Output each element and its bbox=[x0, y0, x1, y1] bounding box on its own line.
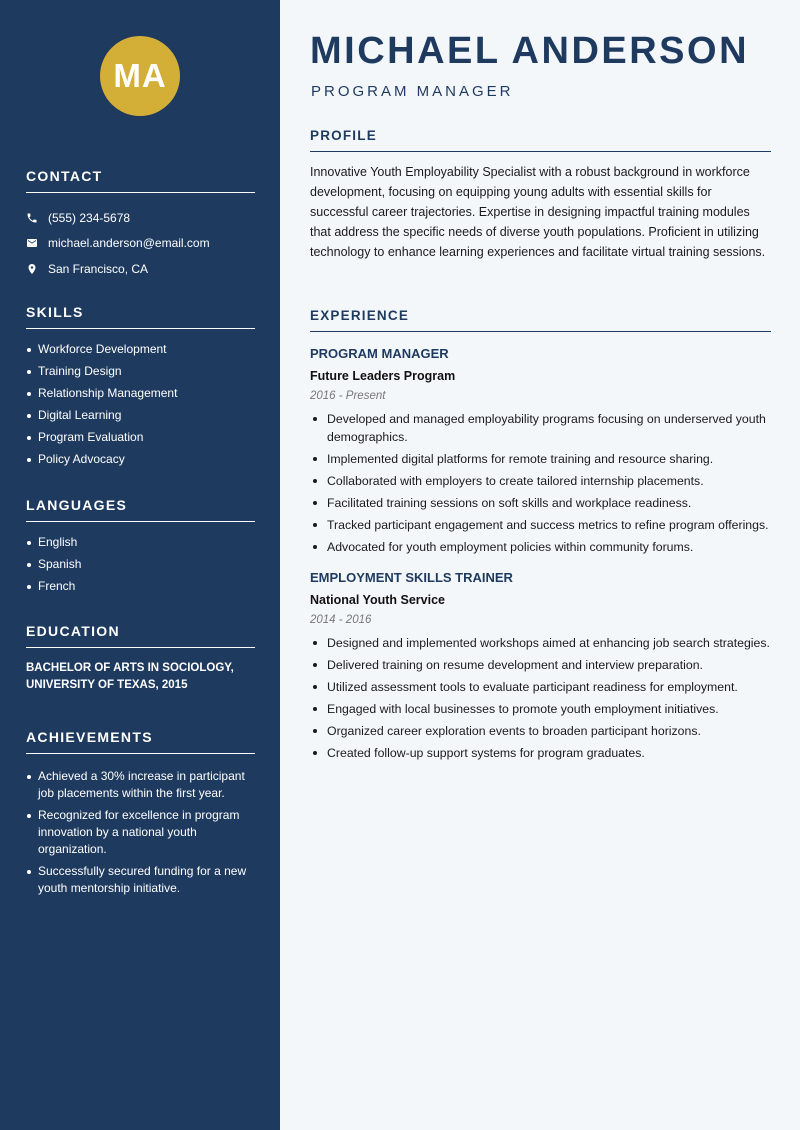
skill-item: Digital Learning bbox=[26, 407, 255, 424]
skill-item: Policy Advocacy bbox=[26, 451, 255, 468]
profile-text: Innovative Youth Employability Specialist with a robust background in workforce development, focusing on equipping young adults with essential skills for successful career trajectories. Expertise in designing impactful training modules that address the specific needs of diverse youth populations. Proficient in utilizing technology to enhance learning experiences and facilitate virtual training sessions. bbox=[310, 165, 766, 259]
job-entry bbox=[310, 570, 771, 762]
job-bullet: Collaborated with employers to create tailored internship placements. bbox=[310, 472, 771, 490]
contact-email bbox=[26, 231, 255, 257]
profile-heading: PROFILE bbox=[310, 128, 771, 152]
languages-section bbox=[26, 497, 255, 600]
job-bullets bbox=[310, 410, 771, 556]
skill-item: Training Design bbox=[26, 363, 255, 380]
experience-heading: EXPERIENCE bbox=[310, 308, 771, 332]
achievements-heading: ACHIEVEMENTS bbox=[26, 729, 255, 754]
skills-list bbox=[26, 341, 255, 468]
location-text: San Francisco, CA bbox=[48, 261, 149, 276]
phone-icon bbox=[26, 212, 48, 224]
language-item: French bbox=[26, 578, 255, 595]
job-dates: 2014 - 2016 bbox=[310, 614, 372, 626]
job-bullet: Organized career exploration events to broaden participant horizons. bbox=[310, 722, 771, 740]
job-dates: 2016 - Present bbox=[310, 390, 386, 402]
skill-item: Program Evaluation bbox=[26, 429, 255, 446]
candidate-name: MICHAEL ANDERSON bbox=[310, 30, 750, 72]
job-bullet: Developed and managed employability programs focusing on underserved youth demographics. bbox=[310, 410, 771, 446]
contact-heading: CONTACT bbox=[26, 168, 255, 193]
job-bullet: Advocated for youth employment policies within community forums. bbox=[310, 538, 771, 556]
contact-section bbox=[26, 168, 255, 282]
education-heading: EDUCATION bbox=[26, 623, 255, 648]
language-item: Spanish bbox=[26, 556, 255, 573]
skill-item: Relationship Management bbox=[26, 385, 255, 402]
job-bullet: Delivered training on resume development and interview preparation. bbox=[310, 656, 771, 674]
skills-heading: SKILLS bbox=[26, 304, 255, 329]
achievements-section bbox=[26, 729, 255, 902]
skills-section bbox=[26, 304, 255, 473]
job-organization: Future Leaders Program bbox=[310, 369, 456, 383]
job-bullet: Implemented digital platforms for remote training and resource sharing. bbox=[310, 450, 771, 468]
languages-heading: LANGUAGES bbox=[26, 497, 255, 522]
job-title: EMPLOYMENT SKILLS TRAINER bbox=[310, 570, 513, 585]
experience-section bbox=[310, 308, 771, 766]
job-bullet: Tracked participant engagement and success metrics to refine program offerings. bbox=[310, 516, 771, 534]
achievement-item: Achieved a 30% increase in participant job placements within the first year. bbox=[26, 768, 255, 802]
email-icon bbox=[26, 237, 48, 249]
skill-item: Workforce Development bbox=[26, 341, 255, 358]
job-organization: National Youth Service bbox=[310, 593, 445, 607]
job-bullet: Utilized assessment tools to evaluate participant readiness for employment. bbox=[310, 678, 771, 696]
education-section bbox=[26, 623, 255, 694]
contact-location bbox=[26, 256, 255, 282]
job-entry bbox=[310, 346, 771, 556]
phone-text: (555) 234-5678 bbox=[48, 210, 131, 225]
achievement-item: Successfully secured funding for a new youth mentorship initiative. bbox=[26, 863, 255, 897]
job-bullets bbox=[310, 634, 771, 762]
job-bullet: Designed and implemented workshops aimed at enhancing job search strategies. bbox=[310, 634, 771, 652]
achievement-item: Recognized for excellence in program innovation by a national youth organization. bbox=[26, 807, 255, 858]
sidebar bbox=[0, 0, 280, 1130]
candidate-title: PROGRAM MANAGER bbox=[311, 83, 514, 100]
language-item: English bbox=[26, 534, 255, 551]
education-degree: BACHELOR OF ARTS IN SOCIOLOGY, UNIVERSITY OF TEXAS, 2015 bbox=[26, 662, 234, 691]
avatar: MA bbox=[100, 36, 180, 116]
email-text: michael.anderson@email.com bbox=[48, 236, 210, 251]
job-bullet: Facilitated training sessions on soft skills and workplace readiness. bbox=[310, 494, 771, 512]
job-bullet: Created follow-up support systems for program graduates. bbox=[310, 744, 771, 762]
achievements-list bbox=[26, 768, 255, 897]
job-bullet: Engaged with local businesses to promote youth employment initiatives. bbox=[310, 700, 771, 718]
location-pin-icon bbox=[26, 263, 48, 275]
contact-phone bbox=[26, 205, 255, 231]
profile-section bbox=[310, 128, 771, 262]
languages-list bbox=[26, 534, 255, 595]
job-title: PROGRAM MANAGER bbox=[310, 346, 449, 361]
